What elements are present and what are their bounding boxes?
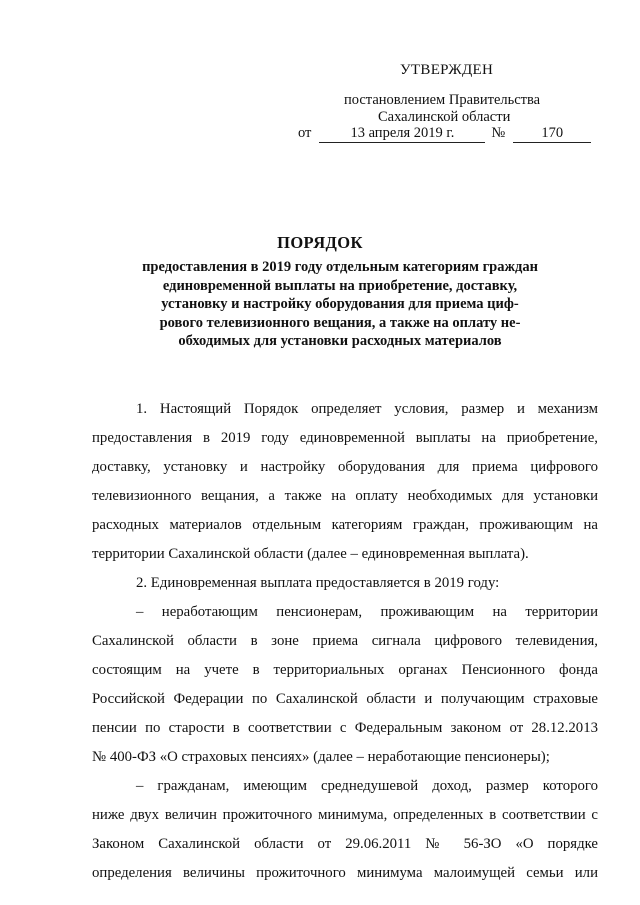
- number-label: №: [491, 125, 506, 141]
- subtitle-line: установку и настройку оборудования для приема циф-: [161, 296, 519, 312]
- list-item-low-income-line: ниже двух величин прожиточного минимума, определенных в соответствии с: [92, 807, 598, 823]
- approval-number: 170: [513, 125, 591, 143]
- subtitle-line: единовременной выплаты на приобретение, доставку,: [162, 277, 518, 294]
- subtitle-line: рового телевизионного вещания, а также на оплату не-: [159, 314, 521, 331]
- approved-heading: УТВЕРЖДЕН: [400, 62, 494, 78]
- document-body: [92, 395, 598, 888]
- list-item-pensioners-line: – неработающим пенсионерам, проживающим на территории: [136, 604, 598, 620]
- paragraph-1-line: предоставления в 2019 году единовременной выплаты на приобретение,: [92, 430, 598, 446]
- paragraph-1-line: территории Сахалинской области (далее – единовременная выплата).: [92, 546, 529, 562]
- document-subtitle: [140, 258, 540, 351]
- paragraph-2-line: 2. Единовременная выплата предоставляется в 2019 году:: [136, 575, 500, 591]
- paragraph-1-line: 1. Настоящий Порядок определяет условия, размер и механизм: [136, 401, 598, 417]
- approval-region-text: Сахалинской области: [378, 109, 511, 125]
- document-title: ПОРЯДОК: [277, 233, 363, 252]
- subtitle-line: предоставления в 2019 году отдельным категориям граждан: [142, 259, 538, 275]
- paragraph-1-line: расходных материалов отдельным категориям граждан, проживающим на: [92, 517, 598, 533]
- list-item-pensioners-line: Российской Федерации по Сахалинской области и получающим страховые: [92, 691, 598, 707]
- list-item-pensioners-line: состоящим на учете в территориальных органах Пенсионного фонда: [92, 662, 598, 678]
- list-item-pensioners-line: № 400-ФЗ «О страховых пенсиях» (далее – неработающие пенсионеры);: [92, 749, 550, 765]
- list-item-low-income-line: – гражданам, имеющим среднедушевой доход, размер которого: [136, 778, 598, 794]
- paragraph-1-line: доставку, установку и настройку оборудования для приема цифрового: [92, 459, 598, 475]
- list-item-low-income-line: определения величины прожиточного минимума малоимущей семьи или: [92, 865, 598, 881]
- list-item-low-income-line: Законом Сахалинской области от 29.06.2011 № 56-ЗО «О порядке: [92, 836, 598, 852]
- approval-date-number-row: [298, 125, 591, 143]
- subtitle-line: обходимых для установки расходных материалов: [178, 333, 502, 349]
- approval-date: 13 апреля 2019 г.: [319, 125, 485, 143]
- approval-resolution-text: постановлением Правительства: [344, 92, 541, 108]
- paragraph-1-line: телевизионного вещания, а также на оплату необходимых для установки: [92, 488, 598, 504]
- list-item-pensioners-line: пенсии по старости в соответствии с Федеральным законом от 28.12.2013: [92, 720, 598, 736]
- list-item-pensioners-line: Сахалинской области в зоне приема сигнала цифрового телевидения,: [92, 633, 598, 649]
- from-label: от: [298, 125, 312, 141]
